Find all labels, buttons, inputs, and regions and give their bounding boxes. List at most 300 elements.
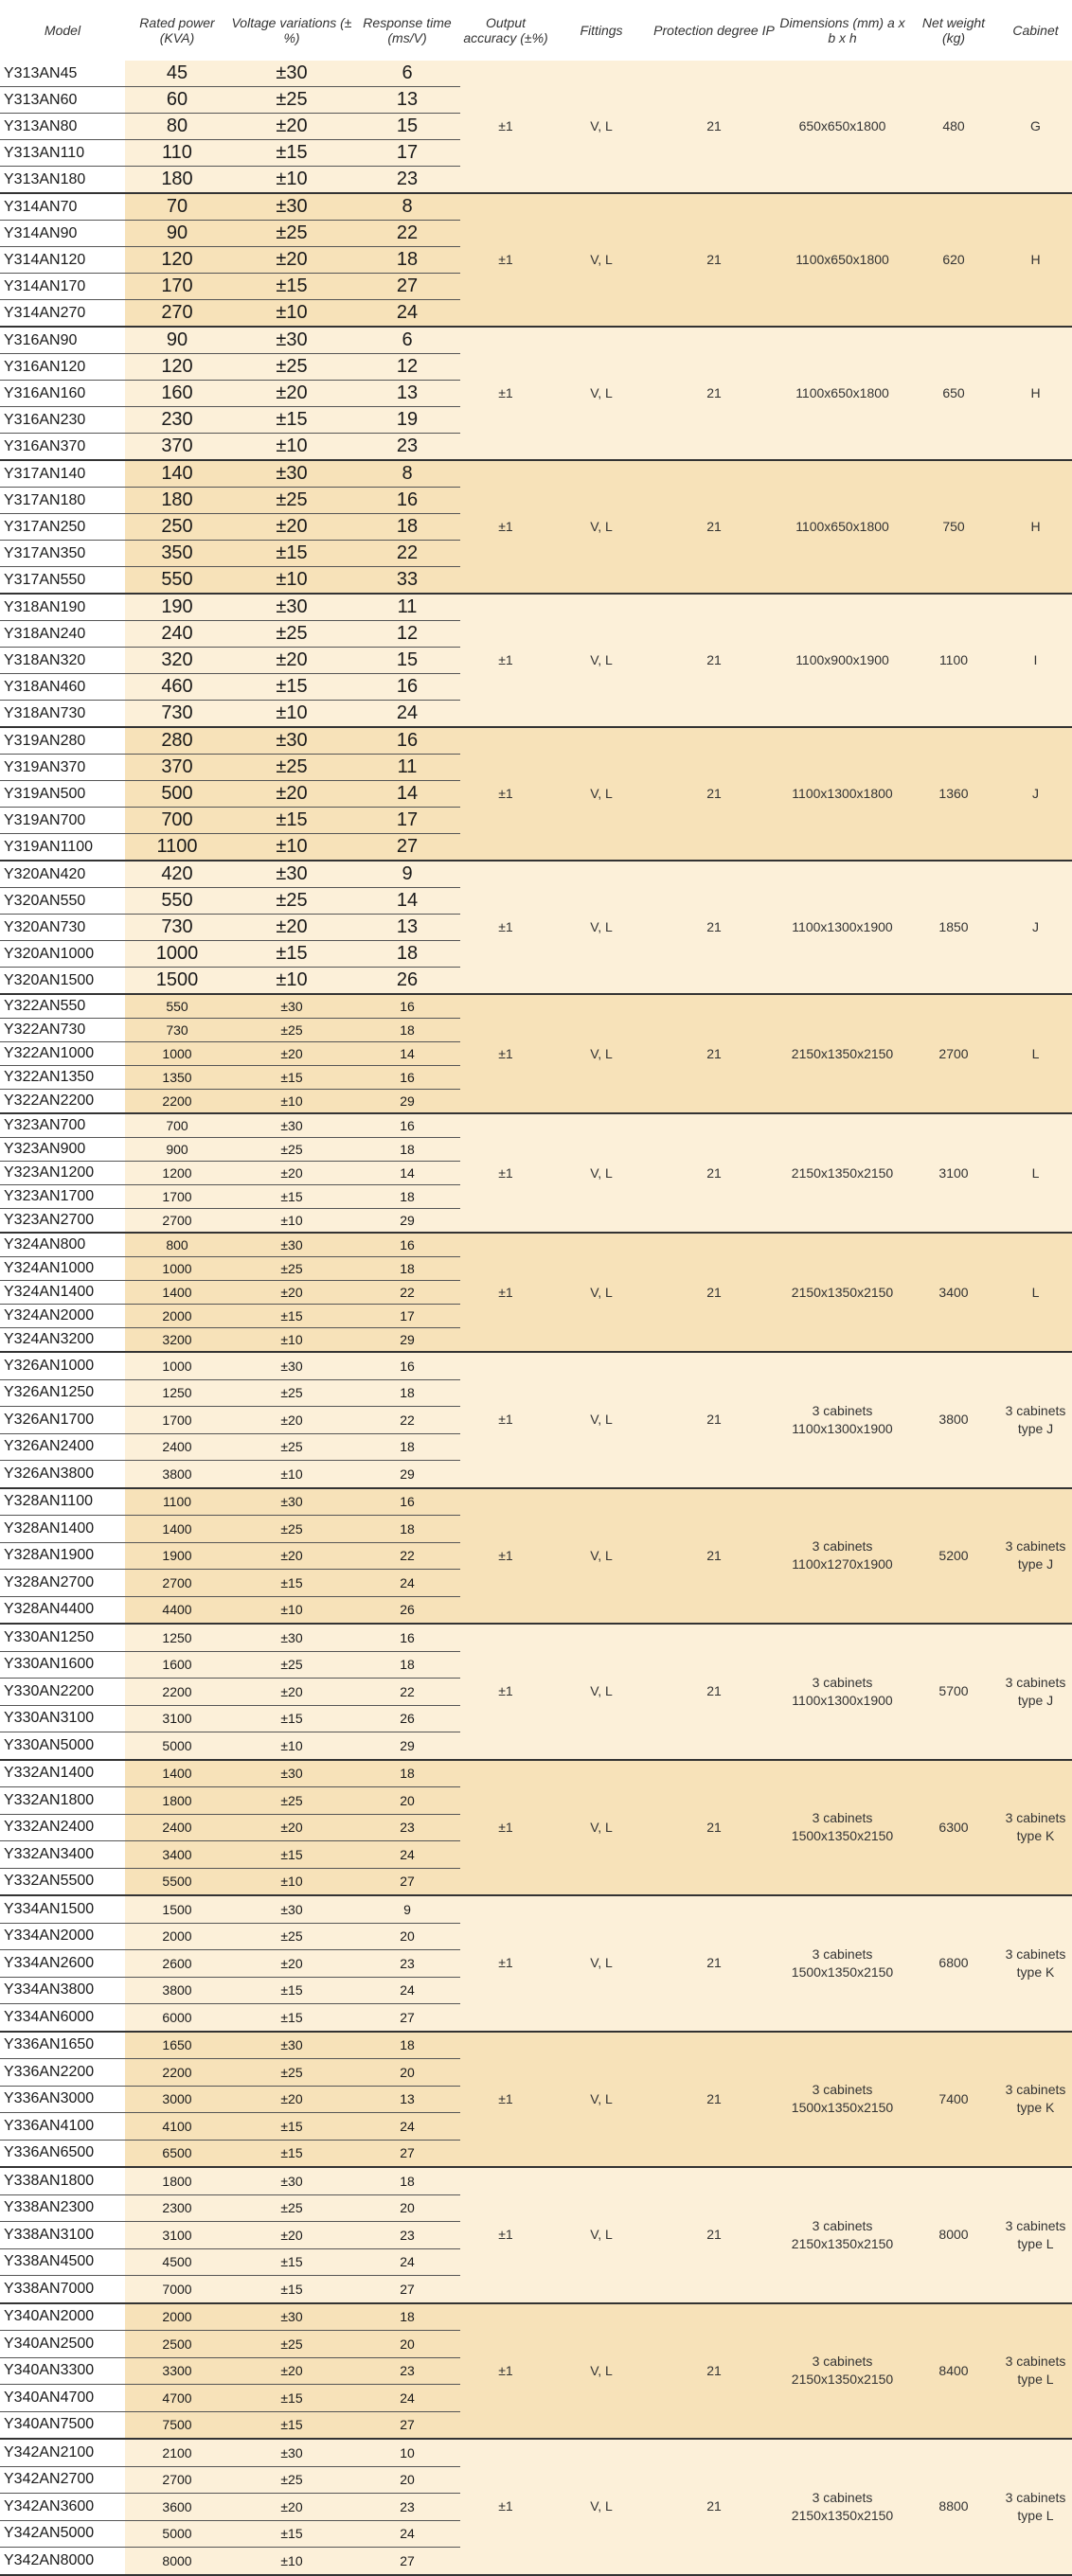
voltage-variation-cell: ±25 (229, 1379, 354, 1407)
rated-power-cell: 1100 (125, 834, 229, 862)
protection-degree-cell: 21 (652, 1233, 777, 1352)
header-output-accuracy: Output accuracy (±%) (460, 0, 551, 61)
response-time-cell: 16 (354, 727, 460, 755)
voltage-variation-cell: ±15 (229, 2248, 354, 2276)
model-cell: Y320AN1500 (0, 968, 125, 995)
rated-power-cell: 800 (125, 1233, 229, 1257)
voltage-variation-cell: ±20 (229, 2494, 354, 2521)
rated-power-cell: 2600 (125, 1950, 229, 1978)
voltage-variation-cell: ±25 (229, 1257, 354, 1281)
fittings-cell: V, L (551, 460, 652, 594)
protection-degree-cell: 21 (652, 2303, 777, 2440)
net-weight-cell: 3800 (908, 1352, 999, 1488)
protection-degree-cell: 21 (652, 1624, 777, 1760)
voltage-variation-cell: ±30 (229, 2303, 354, 2331)
model-group (0, 2439, 1072, 2575)
rated-power-cell: 1250 (125, 1379, 229, 1407)
voltage-variation-cell: ±25 (229, 1433, 354, 1461)
cabinet-cell: H (999, 460, 1072, 594)
response-time-cell: 16 (354, 1624, 460, 1651)
model-cell: Y340AN4700 (0, 2385, 125, 2412)
response-time-cell: 6 (354, 327, 460, 354)
fittings-cell: V, L (551, 1624, 652, 1760)
response-time-cell: 18 (354, 1433, 460, 1461)
dimensions-cell: 2150x1350x2150 (777, 994, 908, 1113)
response-time-cell: 16 (354, 1233, 460, 1257)
rated-power-cell: 2000 (125, 1305, 229, 1328)
response-time-cell: 24 (354, 701, 460, 728)
model-group (0, 2167, 1072, 2303)
model-cell: Y317AN250 (0, 514, 125, 541)
rated-power-cell: 60 (125, 87, 229, 114)
cabinet-cell: 3 cabinets type J (999, 1624, 1072, 1760)
model-group (0, 1760, 1072, 1896)
output-accuracy-cell: ±1 (460, 861, 551, 994)
rated-power-cell: 1900 (125, 1542, 229, 1570)
model-cell: Y328AN1400 (0, 1516, 125, 1543)
rated-power-cell: 370 (125, 434, 229, 461)
voltage-variation-cell: ±25 (229, 221, 354, 247)
rated-power-cell: 45 (125, 61, 229, 87)
fittings-cell: V, L (551, 61, 652, 193)
model-cell: Y316AN160 (0, 381, 125, 407)
model-cell: Y313AN180 (0, 167, 125, 194)
voltage-variation-cell: ±30 (229, 460, 354, 488)
model-cell: Y320AN1000 (0, 941, 125, 968)
dimensions-cell: 1100x900x1900 (777, 594, 908, 727)
rated-power-cell: 500 (125, 781, 229, 808)
model-cell: Y323AN1200 (0, 1162, 125, 1185)
fittings-cell: V, L (551, 861, 652, 994)
rated-power-cell: 1800 (125, 2167, 229, 2194)
response-time-cell: 24 (354, 1977, 460, 2004)
model-cell: Y330AN2200 (0, 1679, 125, 1706)
voltage-variation-cell: ±20 (229, 915, 354, 941)
model-cell: Y322AN1350 (0, 1066, 125, 1090)
rated-power-cell: 2000 (125, 2303, 229, 2331)
net-weight-cell: 7400 (908, 2032, 999, 2168)
cabinet-cell: J (999, 727, 1072, 861)
output-accuracy-cell: ±1 (460, 1488, 551, 1625)
voltage-variation-cell: ±15 (229, 808, 354, 834)
response-time-cell: 18 (354, 2167, 460, 2194)
protection-degree-cell: 21 (652, 1760, 777, 1896)
voltage-variation-cell: ±20 (229, 781, 354, 808)
model-cell: Y324AN2000 (0, 1305, 125, 1328)
output-accuracy-cell: ±1 (460, 727, 551, 861)
response-time-cell: 24 (354, 2520, 460, 2548)
net-weight-cell: 3400 (908, 1233, 999, 1352)
rated-power-cell: 4400 (125, 1596, 229, 1624)
voltage-variation-cell: ±20 (229, 247, 354, 274)
rated-power-cell: 1400 (125, 1516, 229, 1543)
table-row (0, 1624, 1072, 1651)
voltage-variation-cell: ±10 (229, 1596, 354, 1624)
voltage-variation-cell: ±10 (229, 1328, 354, 1353)
voltage-variation-cell: ±25 (229, 2059, 354, 2087)
rated-power-cell: 6500 (125, 2140, 229, 2167)
net-weight-cell: 3100 (908, 1113, 999, 1233)
rated-power-cell: 2200 (125, 1679, 229, 1706)
model-group (0, 2032, 1072, 2168)
voltage-variation-cell: ±30 (229, 1760, 354, 1787)
response-time-cell: 18 (354, 2303, 460, 2331)
rated-power-cell: 230 (125, 407, 229, 434)
model-cell: Y338AN4500 (0, 2248, 125, 2276)
response-time-cell: 20 (354, 2466, 460, 2494)
dimensions-cell: 2150x1350x2150 (777, 1113, 908, 1233)
dimensions-cell: 1100x1300x1800 (777, 727, 908, 861)
model-cell: Y313AN80 (0, 114, 125, 140)
model-cell: Y316AN90 (0, 327, 125, 354)
model-cell: Y328AN2700 (0, 1570, 125, 1597)
model-cell: Y317AN550 (0, 567, 125, 595)
rated-power-cell: 3200 (125, 1328, 229, 1353)
model-cell: Y322AN730 (0, 1019, 125, 1042)
table-row (0, 1760, 1072, 1787)
voltage-variation-cell: ±25 (229, 2194, 354, 2222)
response-time-cell: 24 (354, 2385, 460, 2412)
fittings-cell: V, L (551, 1760, 652, 1896)
voltage-variation-cell: ±10 (229, 434, 354, 461)
net-weight-cell: 650 (908, 327, 999, 460)
model-cell: Y340AN7500 (0, 2411, 125, 2439)
net-weight-cell: 5700 (908, 1624, 999, 1760)
fittings-cell: V, L (551, 1113, 652, 1233)
dimensions-cell: 3 cabinets 1500x1350x2150 (777, 1760, 908, 1896)
model-group (0, 327, 1072, 460)
model-cell: Y328AN1900 (0, 1542, 125, 1570)
voltage-variation-cell: ±15 (229, 941, 354, 968)
response-time-cell: 24 (354, 2113, 460, 2141)
response-time-cell: 20 (354, 2194, 460, 2222)
rated-power-cell: 5000 (125, 2520, 229, 2548)
response-time-cell: 18 (354, 1516, 460, 1543)
model-cell: Y328AN1100 (0, 1488, 125, 1516)
model-cell: Y330AN1250 (0, 1624, 125, 1651)
table-row (0, 727, 1072, 755)
protection-degree-cell: 21 (652, 2439, 777, 2575)
response-time-cell: 22 (354, 221, 460, 247)
model-cell: Y320AN730 (0, 915, 125, 941)
model-cell: Y336AN2200 (0, 2059, 125, 2087)
voltage-variation-cell: ±20 (229, 1814, 354, 1841)
output-accuracy-cell: ±1 (460, 193, 551, 327)
response-time-cell: 18 (354, 247, 460, 274)
response-time-cell: 24 (354, 2248, 460, 2276)
output-accuracy-cell: ±1 (460, 1352, 551, 1488)
response-time-cell: 14 (354, 1162, 460, 1185)
rated-power-cell: 370 (125, 755, 229, 781)
voltage-variation-cell: ±30 (229, 1895, 354, 1923)
model-cell: Y326AN2400 (0, 1433, 125, 1461)
model-cell: Y323AN900 (0, 1138, 125, 1162)
voltage-variation-cell: ±25 (229, 1019, 354, 1042)
voltage-variation-cell: ±20 (229, 1679, 354, 1706)
dimensions-cell: 1100x650x1800 (777, 460, 908, 594)
rated-power-cell: 1400 (125, 1281, 229, 1305)
model-cell: Y318AN320 (0, 648, 125, 674)
table-row (0, 2303, 1072, 2331)
model-cell: Y317AN180 (0, 488, 125, 514)
table-row (0, 1352, 1072, 1379)
response-time-cell: 17 (354, 140, 460, 167)
model-cell: Y318AN190 (0, 594, 125, 621)
voltage-variation-cell: ±10 (229, 1090, 354, 1114)
model-cell: Y326AN1250 (0, 1379, 125, 1407)
model-cell: Y338AN3100 (0, 2222, 125, 2249)
net-weight-cell: 5200 (908, 1488, 999, 1625)
voltage-variation-cell: ±20 (229, 1542, 354, 1570)
rated-power-cell: 3400 (125, 1841, 229, 1869)
rated-power-cell: 460 (125, 674, 229, 701)
table-row (0, 861, 1072, 888)
fittings-cell: V, L (551, 2303, 652, 2440)
rated-power-cell: 730 (125, 701, 229, 728)
response-time-cell: 20 (354, 1787, 460, 1815)
voltage-variation-cell: ±30 (229, 193, 354, 221)
voltage-variation-cell: ±10 (229, 167, 354, 194)
response-time-cell: 18 (354, 514, 460, 541)
response-time-cell: 27 (354, 2548, 460, 2575)
voltage-variation-cell: ±15 (229, 407, 354, 434)
rated-power-cell: 1100 (125, 1488, 229, 1516)
model-cell: Y340AN2500 (0, 2331, 125, 2358)
voltage-variation-cell: ±30 (229, 594, 354, 621)
output-accuracy-cell: ±1 (460, 460, 551, 594)
header-fittings: Fittings (551, 0, 652, 61)
voltage-variation-cell: ±15 (229, 1705, 354, 1732)
rated-power-cell: 3300 (125, 2357, 229, 2385)
model-cell: Y316AN120 (0, 354, 125, 381)
rated-power-cell: 730 (125, 915, 229, 941)
rated-power-cell: 2400 (125, 1814, 229, 1841)
model-cell: Y319AN370 (0, 755, 125, 781)
voltage-variation-cell: ±15 (229, 140, 354, 167)
response-time-cell: 18 (354, 941, 460, 968)
rated-power-cell: 700 (125, 808, 229, 834)
net-weight-cell: 6300 (908, 1760, 999, 1896)
dimensions-cell: 3 cabinets 1100x1270x1900 (777, 1488, 908, 1625)
model-cell: Y318AN460 (0, 674, 125, 701)
response-time-cell: 33 (354, 567, 460, 595)
response-time-cell: 23 (354, 1950, 460, 1978)
model-cell: Y313AN60 (0, 87, 125, 114)
protection-degree-cell: 21 (652, 2032, 777, 2168)
response-time-cell: 24 (354, 300, 460, 328)
rated-power-cell: 7500 (125, 2411, 229, 2439)
response-time-cell: 14 (354, 781, 460, 808)
model-cell: Y338AN7000 (0, 2276, 125, 2303)
model-cell: Y334AN6000 (0, 2004, 125, 2032)
rated-power-cell: 1350 (125, 1066, 229, 1090)
rated-power-cell: 270 (125, 300, 229, 328)
model-cell: Y332AN5500 (0, 1868, 125, 1895)
table-row (0, 994, 1072, 1019)
response-time-cell: 29 (354, 1328, 460, 1353)
table-row (0, 2032, 1072, 2059)
model-group (0, 861, 1072, 994)
response-time-cell: 13 (354, 87, 460, 114)
rated-power-cell: 7000 (125, 2276, 229, 2303)
protection-degree-cell: 21 (652, 1488, 777, 1625)
rated-power-cell: 320 (125, 648, 229, 674)
voltage-variation-cell: ±25 (229, 2331, 354, 2358)
voltage-variation-cell: ±20 (229, 514, 354, 541)
response-time-cell: 16 (354, 488, 460, 514)
model-cell: Y332AN2400 (0, 1814, 125, 1841)
response-time-cell: 16 (354, 994, 460, 1019)
rated-power-cell: 2300 (125, 2194, 229, 2222)
response-time-cell: 19 (354, 407, 460, 434)
model-cell: Y334AN1500 (0, 1895, 125, 1923)
model-cell: Y317AN140 (0, 460, 125, 488)
response-time-cell: 16 (354, 1113, 460, 1138)
response-time-cell: 23 (354, 2357, 460, 2385)
response-time-cell: 27 (354, 834, 460, 862)
rated-power-cell: 180 (125, 167, 229, 194)
rated-power-cell: 1250 (125, 1624, 229, 1651)
model-group (0, 727, 1072, 861)
model-cell: Y320AN420 (0, 861, 125, 888)
rated-power-cell: 5500 (125, 1868, 229, 1895)
model-cell: Y324AN1400 (0, 1281, 125, 1305)
model-cell: Y323AN2700 (0, 1209, 125, 1234)
voltage-variation-cell: ±25 (229, 2466, 354, 2494)
voltage-variation-cell: ±15 (229, 274, 354, 300)
model-cell: Y316AN230 (0, 407, 125, 434)
voltage-variation-cell: ±25 (229, 1787, 354, 1815)
voltage-variation-cell: ±15 (229, 541, 354, 567)
response-time-cell: 13 (354, 381, 460, 407)
rated-power-cell: 2000 (125, 1923, 229, 1950)
rated-power-cell: 110 (125, 140, 229, 167)
model-group (0, 1233, 1072, 1352)
model-cell: Y338AN2300 (0, 2194, 125, 2222)
response-time-cell: 24 (354, 1841, 460, 1869)
fittings-cell: V, L (551, 594, 652, 727)
response-time-cell: 26 (354, 1596, 460, 1624)
response-time-cell: 22 (354, 1542, 460, 1570)
voltage-variation-cell: ±25 (229, 354, 354, 381)
model-cell: Y313AN45 (0, 61, 125, 87)
model-group (0, 61, 1072, 193)
cabinet-cell: H (999, 193, 1072, 327)
output-accuracy-cell: ±1 (460, 1233, 551, 1352)
response-time-cell: 22 (354, 1679, 460, 1706)
rated-power-cell: 3800 (125, 1461, 229, 1488)
voltage-variation-cell: ±15 (229, 2113, 354, 2141)
voltage-variation-cell: ±20 (229, 1162, 354, 1185)
voltage-variation-cell: ±20 (229, 1042, 354, 1066)
header-response-time: Response time (ms/V) (354, 0, 460, 61)
fittings-cell: V, L (551, 2167, 652, 2303)
voltage-variation-cell: ±10 (229, 1868, 354, 1895)
response-time-cell: 27 (354, 274, 460, 300)
model-cell: Y319AN280 (0, 727, 125, 755)
model-cell: Y332AN3400 (0, 1841, 125, 1869)
response-time-cell: 18 (354, 1379, 460, 1407)
rated-power-cell: 280 (125, 727, 229, 755)
response-time-cell: 15 (354, 114, 460, 140)
model-cell: Y328AN4400 (0, 1596, 125, 1624)
model-cell: Y342AN3600 (0, 2494, 125, 2521)
model-cell: Y323AN1700 (0, 1185, 125, 1209)
rated-power-cell: 3800 (125, 1977, 229, 2004)
table-row (0, 327, 1072, 354)
rated-power-cell: 4500 (125, 2248, 229, 2276)
response-time-cell: 26 (354, 1705, 460, 1732)
voltage-variation-cell: ±10 (229, 1732, 354, 1760)
rated-power-cell: 550 (125, 888, 229, 915)
model-cell: Y336AN3000 (0, 2086, 125, 2113)
rated-power-cell: 4700 (125, 2385, 229, 2412)
response-time-cell: 24 (354, 1570, 460, 1597)
cabinet-cell: L (999, 994, 1072, 1113)
voltage-variation-cell: ±10 (229, 968, 354, 995)
response-time-cell: 9 (354, 1895, 460, 1923)
response-time-cell: 17 (354, 808, 460, 834)
response-time-cell: 27 (354, 1868, 460, 1895)
header-protection-degree: Protection degree IP (652, 0, 777, 61)
model-cell: Y342AN8000 (0, 2548, 125, 2575)
net-weight-cell: 8800 (908, 2439, 999, 2575)
rated-power-cell: 1400 (125, 1760, 229, 1787)
model-group (0, 1488, 1072, 1625)
rated-power-cell: 4100 (125, 2113, 229, 2141)
fittings-cell: V, L (551, 327, 652, 460)
response-time-cell: 23 (354, 434, 460, 461)
voltage-variation-cell: ±25 (229, 1923, 354, 1950)
response-time-cell: 16 (354, 1488, 460, 1516)
response-time-cell: 8 (354, 460, 460, 488)
voltage-variation-cell: ±30 (229, 1113, 354, 1138)
table-row (0, 61, 1072, 87)
rated-power-cell: 550 (125, 567, 229, 595)
voltage-variation-cell: ±20 (229, 114, 354, 140)
fittings-cell: V, L (551, 727, 652, 861)
voltage-variation-cell: ±10 (229, 701, 354, 728)
voltage-variation-cell: ±20 (229, 1281, 354, 1305)
rated-power-cell: 6000 (125, 2004, 229, 2032)
rated-power-cell: 250 (125, 514, 229, 541)
model-cell: Y314AN120 (0, 247, 125, 274)
rated-power-cell: 8000 (125, 2548, 229, 2575)
dimensions-cell: 3 cabinets 2150x1350x2150 (777, 2439, 908, 2575)
header-rated-power: Rated power (KVA) (125, 0, 229, 61)
voltage-variation-cell: ±20 (229, 2357, 354, 2385)
model-cell: Y324AN1000 (0, 1257, 125, 1281)
voltage-variation-cell: ±20 (229, 648, 354, 674)
rated-power-cell: 420 (125, 861, 229, 888)
model-cell: Y313AN110 (0, 140, 125, 167)
cabinet-cell: L (999, 1233, 1072, 1352)
rated-power-cell: 3600 (125, 2494, 229, 2521)
cabinet-cell: L (999, 1113, 1072, 1233)
model-cell: Y338AN1800 (0, 2167, 125, 2194)
voltage-variation-cell: ±15 (229, 674, 354, 701)
model-group (0, 594, 1072, 727)
rated-power-cell: 350 (125, 541, 229, 567)
voltage-variation-cell: ±10 (229, 2548, 354, 2575)
model-group (0, 193, 1072, 327)
response-time-cell: 16 (354, 674, 460, 701)
cabinet-cell: 3 cabinets type L (999, 2439, 1072, 2575)
rated-power-cell: 2700 (125, 1209, 229, 1234)
response-time-cell: 23 (354, 2222, 460, 2249)
output-accuracy-cell: ±1 (460, 327, 551, 460)
rated-power-cell: 1700 (125, 1407, 229, 1434)
